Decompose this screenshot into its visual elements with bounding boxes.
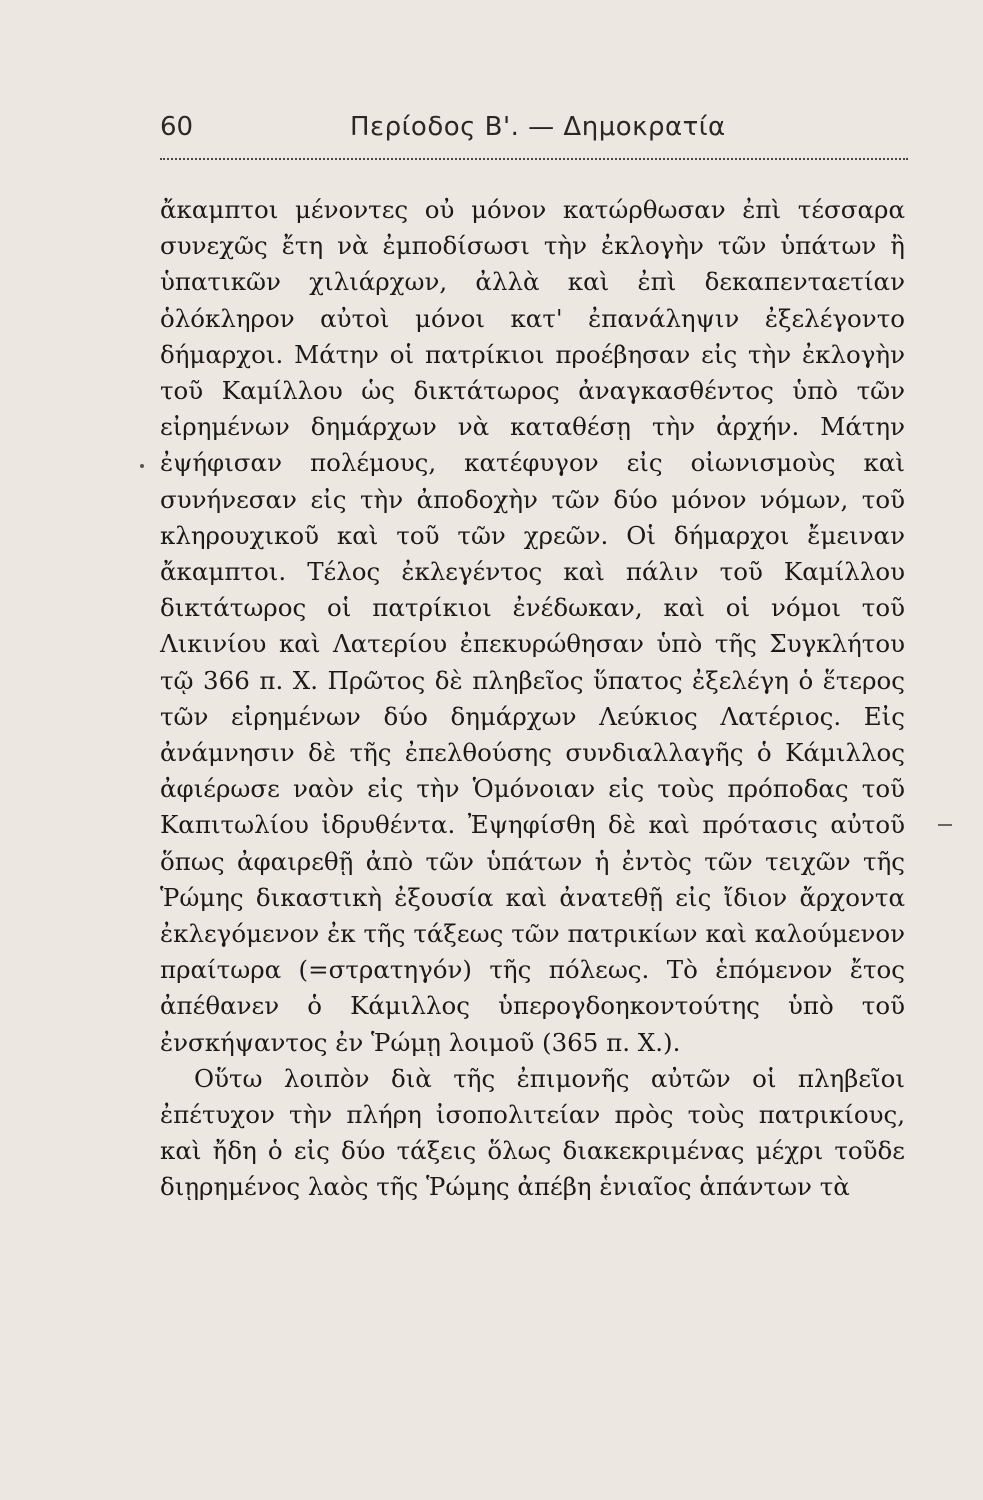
page-header [160, 100, 905, 150]
margin-dash [938, 824, 952, 826]
margin-mark [140, 464, 144, 468]
page-number: 60 [160, 112, 194, 142]
running-head: Περίοδος Β'. — Δημοκρατία [350, 112, 726, 142]
header-rule [160, 158, 908, 160]
paragraph-1: ἄκαμπτοι μένοντες οὐ μόνον κατώρθωσαν ἐπὶ τέσσαρα συνεχῶς ἔτη νὰ ἐμποδίσωσι τὴν ἐκλογὴν τῶν ὑπάτων ἢ ὑπατικῶν χιλιάρχων, ἀλλὰ καὶ ἐπὶ δεκαπενταετίαν ὁλόκληρον αὐτοὶ μόνοι κατ' ἐπανάληψιν ἐξελέγοντο δήμαρχοι. Μάτην οἱ πατρίκιοι προέβησαν εἰς τὴν ἐκλογὴν τοῦ Καμίλλου ὡς δικτάτωρος ἀναγκασθέντος ὑπὸ τῶν εἰρημένων δημάρχων νὰ καταθέσῃ τὴν ἀρχήν. Μάτην ἐψήφισαν πολέμους, κατέφυγον εἰς οἰωνισμοὺς καὶ συνήνεσαν εἰς τὴν ἀποδοχὴν τῶν δύο μόνον νόμων, τοῦ κληρουχικοῦ καὶ τοῦ τῶν χρεῶν. Οἱ δήμαρχοι ἔμειναν ἄκαμπτοι. Τέλος ἐκλεγέντος καὶ πάλιν τοῦ Καμίλλου δικτάτωρος οἱ πατρίκιοι ἐνέδωκαν, καὶ οἱ νόμοι τοῦ Λικινίου καὶ Λατερίου ἐπεκυρώθησαν ὑπὸ τῆς Συγκλήτου τῷ 366 π. Χ. Πρῶτος δὲ πληβεῖος ὕπατος ἐξελέγη ὁ ἕτερος τῶν εἰρημένων δύο δημάρχων Λεύκιος Λατέριος. Εἰς ἀνάμνησιν δὲ τῆς ἐπελθούσης συνδιαλλαγῆς ὁ Κάμιλλος ἀφιέρωσε ναὸν εἰς τὴν Ὁμόνοιαν εἰς τοὺς πρόποδας τοῦ Καπιτωλίου ἱδρυθέντα. Ἐψηφίσθη δὲ καὶ πρότασις αὐτοῦ ὅπως ἀφαιρεθῇ ἀπὸ τῶν ὑπάτων ἡ ἐντὸς τῶν τειχῶν τῆς Ῥώμης δικαστικὴ ἐξουσία καὶ ἀνατεθῇ εἰς ἴδιον ἄρχοντα ἐκλεγόμενον ἐκ τῆς τάξεως τῶν πατρικίων καὶ καλούμενον πραίτωρα (=στρατηγόν) τῆς πόλεως. Τὸ ἑπόμενον ἔτος ἀπέθανεν ὁ Κάμιλλος ὑπερογδοηκοντούτης ὑπὸ τοῦ ἐνσκήψαντος ἐν Ῥώμῃ λοιμοῦ (365 π. Χ.). [160, 195, 905, 1057]
paragraph-2: Οὕτω λοιπὸν διὰ τῆς ἐπιμονῆς αὐτῶν οἱ πληβεῖοι ἐπέτυχον τὴν πλήρη ἰσοπολιτείαν πρὸς τοὺς πατρικίους, καὶ ἤδη ὁ εἰς δύο τάξεις ὅλως διακεκριμένας μέχρι τοῦδε διῃρημένος λαὸς τῆς Ῥώμης ἀπέβη ἑνιαῖος ἁπάντων τὰ [160, 1063, 905, 1202]
body-text [160, 192, 905, 1206]
